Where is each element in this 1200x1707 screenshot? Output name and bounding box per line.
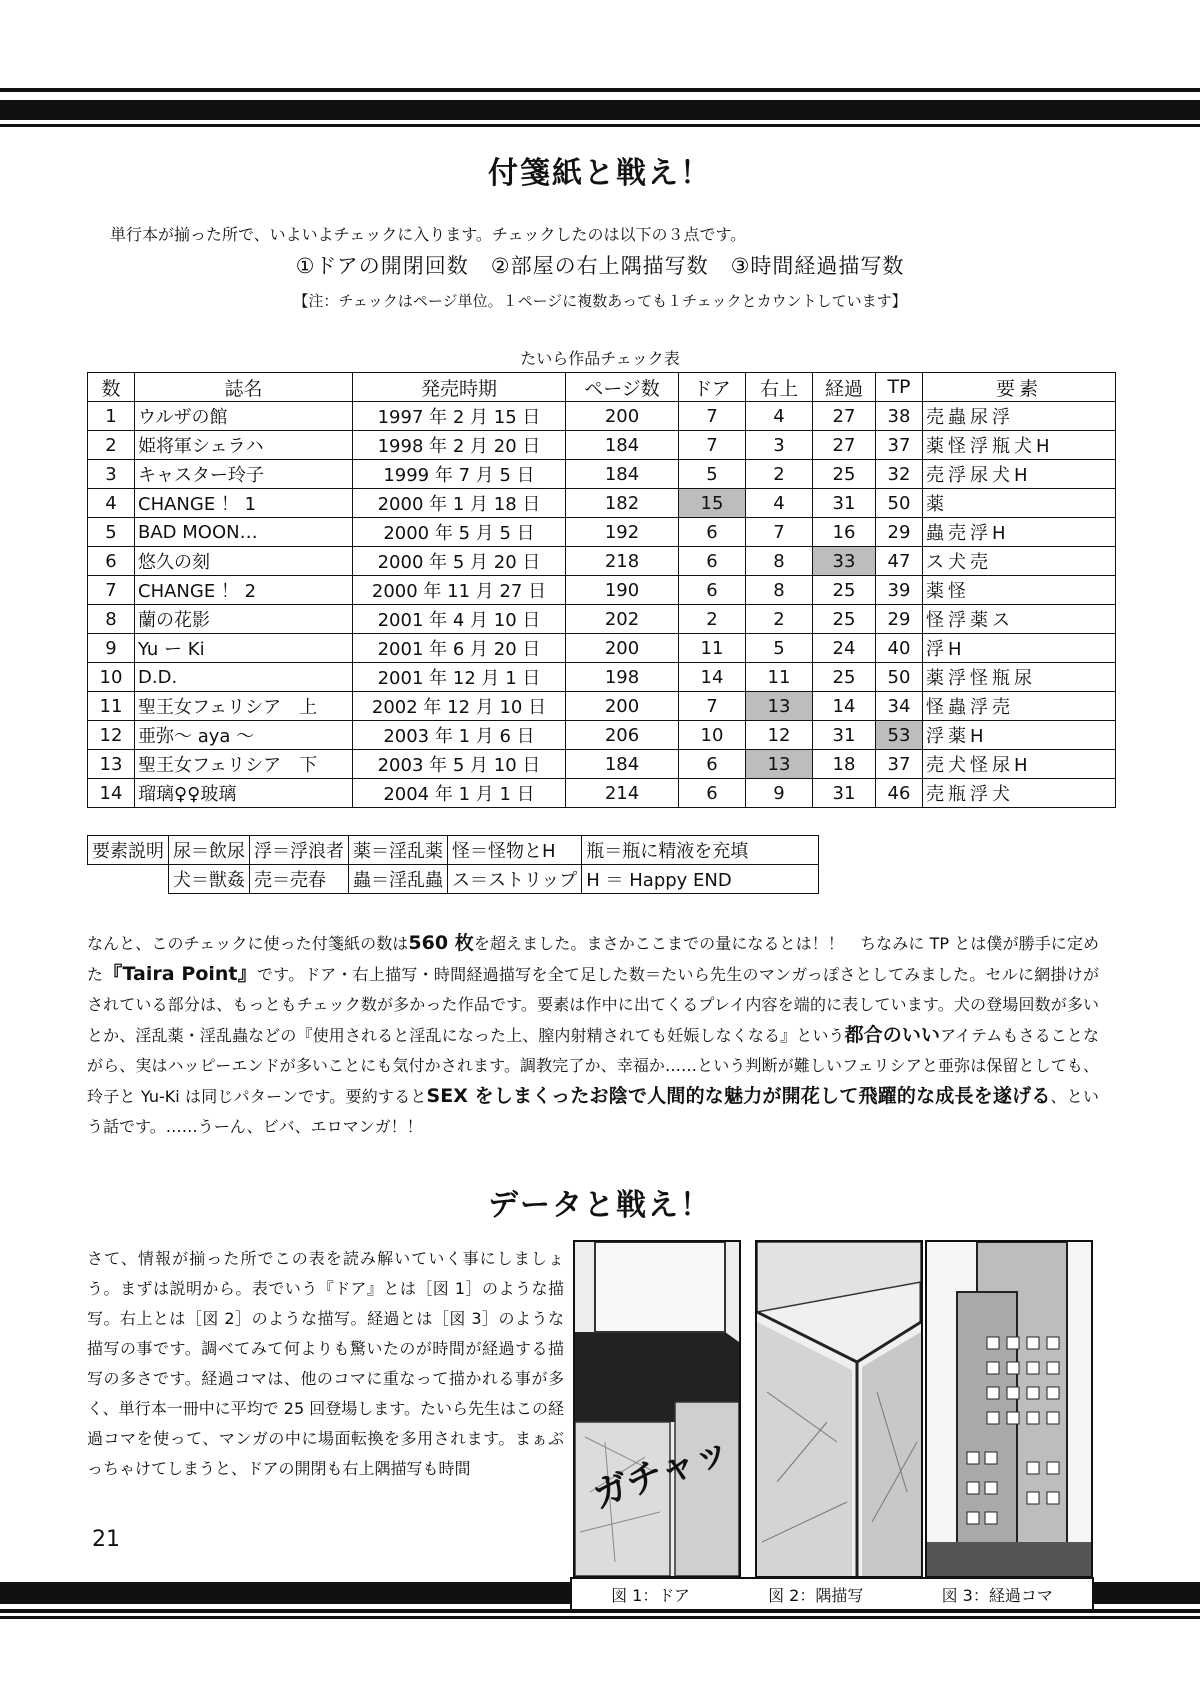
table-cell-elements: 売犬怪尿H — [923, 750, 1116, 779]
legend-row — [88, 865, 819, 894]
table-cell-pages: 184 — [566, 431, 679, 460]
table-cell-pages: 218 — [566, 547, 679, 576]
section1-heading: 付箋紙と戦え！ — [488, 156, 712, 191]
table-cell-no: 6 — [88, 547, 135, 576]
table-cell-no: 11 — [88, 692, 135, 721]
table-cell-date: 2001 年 6 月 20 日 — [353, 634, 566, 663]
table-row — [88, 605, 1116, 634]
corner-illustration — [757, 1242, 921, 1576]
table-cell-elements: 怪浮薬ス — [923, 605, 1116, 634]
header-cell: 経過 — [813, 373, 876, 402]
table-cell-tp: 32 — [876, 460, 923, 489]
table-cell-tp: 29 — [876, 518, 923, 547]
figure-caption: 図 1：ドア — [611, 1585, 690, 1605]
table-cell-date: 2000 年 5 月 20 日 — [353, 547, 566, 576]
table-cell-elapsed: 25 — [813, 460, 876, 489]
table-cell-tp: 46 — [876, 779, 923, 808]
table-caption: たいら作品チェック表 — [520, 349, 680, 368]
para-text: なんと、このチェックに使った付箋紙の数は — [87, 934, 409, 953]
table-cell-title: CHANGE ！ 1 — [135, 489, 353, 518]
table-cell-elements: ス犬売 — [923, 547, 1116, 576]
table-cell-title: BAD MOON… — [135, 518, 353, 547]
table-cell-corner: 4 — [746, 402, 813, 431]
table-cell-tp: 47 — [876, 547, 923, 576]
figure-door — [573, 1240, 741, 1578]
table-cell-door: 6 — [679, 576, 746, 605]
table-cell-date: 2001 年 12 月 1 日 — [353, 663, 566, 692]
header-cell: 右上 — [746, 373, 813, 402]
table-cell-elapsed: 27 — [813, 431, 876, 460]
table-cell-elements: 薬 — [923, 489, 1116, 518]
table-cell-no: 10 — [88, 663, 135, 692]
table-row — [88, 518, 1116, 547]
table-cell-no: 5 — [88, 518, 135, 547]
table-cell-title: 悠久の刻 — [135, 547, 353, 576]
table-cell-pages: 182 — [566, 489, 679, 518]
table-cell-pages: 190 — [566, 576, 679, 605]
commentary-paragraph — [87, 928, 1099, 1142]
table-cell-tp: 37 — [876, 750, 923, 779]
table-cell-date: 2002 年 12 月 10 日 — [353, 692, 566, 721]
table-cell-corner: 2 — [746, 605, 813, 634]
table-cell-elements: 浮薬H — [923, 721, 1116, 750]
table-row — [88, 402, 1116, 431]
table-cell-corner: 12 — [746, 721, 813, 750]
table-cell-door: 2 — [679, 605, 746, 634]
legend-label: 要素説明 — [88, 836, 169, 865]
table-cell-no: 2 — [88, 431, 135, 460]
table-cell-elements: 薬怪 — [923, 576, 1116, 605]
para-emphasis: 『Taira Point』 — [103, 963, 257, 985]
table-cell-no: 13 — [88, 750, 135, 779]
door-illustration — [575, 1242, 739, 1576]
building-illustration — [927, 1242, 1091, 1576]
table-cell-title: 瑠璃♀♀玻璃 — [135, 779, 353, 808]
table-cell-elements: 蟲売浮H — [923, 518, 1116, 547]
table-cell-corner: 4 — [746, 489, 813, 518]
table-cell-title: Yu ー Ki — [135, 634, 353, 663]
legend-item: 蟲＝淫乱蟲 — [349, 865, 448, 894]
table-cell-pages: 200 — [566, 692, 679, 721]
table-cell-corner: 13 — [746, 692, 813, 721]
top-band — [0, 100, 1200, 120]
table-cell-tp: 40 — [876, 634, 923, 663]
check-points: ①ドアの開閉回数 ②部屋の右上隅描写数 ③時間経過描写数 — [295, 254, 905, 278]
table-row — [88, 489, 1116, 518]
para-emphasis: 560 枚 — [408, 932, 474, 954]
table-cell-pages: 200 — [566, 634, 679, 663]
table-cell-pages: 198 — [566, 663, 679, 692]
legend-item: ス＝ストリップ — [448, 865, 582, 894]
table-cell-date: 2001 年 4 月 10 日 — [353, 605, 566, 634]
table-cell-title: 聖王女フェリシア 下 — [135, 750, 353, 779]
table-cell-elapsed: 33 — [813, 547, 876, 576]
table-cell-elements: 怪蟲浮売 — [923, 692, 1116, 721]
table-row — [88, 460, 1116, 489]
header-cell: 要素 — [923, 373, 1116, 402]
legend-row — [88, 836, 819, 865]
table-cell-corner: 2 — [746, 460, 813, 489]
legend-item: 尿＝飲尿 — [169, 836, 250, 865]
table-cell-elapsed: 25 — [813, 576, 876, 605]
table-cell-elapsed: 31 — [813, 489, 876, 518]
table-cell-corner: 8 — [746, 547, 813, 576]
table-cell-no: 1 — [88, 402, 135, 431]
table-cell-corner: 5 — [746, 634, 813, 663]
legend-blank — [88, 865, 169, 894]
legend-item: 犬＝獣姦 — [169, 865, 250, 894]
table-cell-corner: 3 — [746, 431, 813, 460]
table-cell-date: 2000 年 1 月 18 日 — [353, 489, 566, 518]
figure-caption: 図 2：隅描写 — [768, 1585, 864, 1605]
table-cell-elements: 売蟲尿浮 — [923, 402, 1116, 431]
table-cell-date: 2000 年 11 月 27 日 — [353, 576, 566, 605]
table-cell-elapsed: 14 — [813, 692, 876, 721]
table-row — [88, 576, 1116, 605]
para-text: 、という話です。……うーん、ビバ、エロマンガ！！ — [87, 1087, 1099, 1136]
table-cell-no: 4 — [88, 489, 135, 518]
table-cell-title: 亜弥～ aya ～ — [135, 721, 353, 750]
table-cell-door: 15 — [679, 489, 746, 518]
table-cell-title: キャスター玲子 — [135, 460, 353, 489]
sfx-text: ガチャッ — [587, 1429, 736, 1517]
intro-text: 単行本が揃った所で、いよいよチェックに入ります。チェックしたのは以下の３点です。 — [110, 225, 747, 244]
table-cell-elements: 薬怪浮瓶犬H — [923, 431, 1116, 460]
table-cell-pages: 184 — [566, 750, 679, 779]
table-cell-corner: 13 — [746, 750, 813, 779]
table-cell-date: 2003 年 1 月 6 日 — [353, 721, 566, 750]
table-body — [88, 402, 1116, 808]
table-cell-title: 姫将軍シェラハ — [135, 431, 353, 460]
table-cell-door: 7 — [679, 402, 746, 431]
table-cell-door: 14 — [679, 663, 746, 692]
table-cell-corner: 11 — [746, 663, 813, 692]
table-cell-tp: 37 — [876, 431, 923, 460]
table-cell-elapsed: 27 — [813, 402, 876, 431]
table-row — [88, 547, 1116, 576]
table-cell-elapsed: 18 — [813, 750, 876, 779]
table-cell-no: 3 — [88, 460, 135, 489]
bottom-rule-2 — [0, 1616, 1200, 1619]
table-cell-elapsed: 16 — [813, 518, 876, 547]
table-cell-door: 7 — [679, 692, 746, 721]
legend-item: 薬＝淫乱薬 — [349, 836, 448, 865]
table-cell-corner: 7 — [746, 518, 813, 547]
table-cell-elapsed: 25 — [813, 605, 876, 634]
table-cell-date: 2003 年 5 月 10 日 — [353, 750, 566, 779]
table-cell-elements: 売浮尿犬H — [923, 460, 1116, 489]
legend-item: 瓶＝瓶に精液を充填 — [582, 836, 819, 865]
table-row — [88, 721, 1116, 750]
para-emphasis: SEX をしまくったお陰で人間的な魅力が開花して飛躍的な成長を遂げる — [426, 1085, 1051, 1107]
figure-elapsed — [925, 1240, 1093, 1578]
table-cell-pages: 200 — [566, 402, 679, 431]
figure-corner — [755, 1240, 923, 1578]
table-cell-no: 8 — [88, 605, 135, 634]
header-cell: 誌名 — [135, 373, 353, 402]
table-cell-tp: 29 — [876, 605, 923, 634]
table-cell-door: 11 — [679, 634, 746, 663]
table-cell-elapsed: 24 — [813, 634, 876, 663]
table-cell-no: 9 — [88, 634, 135, 663]
table-row — [88, 750, 1116, 779]
table-cell-corner: 8 — [746, 576, 813, 605]
table-cell-title: D.D. — [135, 663, 353, 692]
table-cell-date: 1999 年 7 月 5 日 — [353, 460, 566, 489]
figure-captions — [570, 1577, 1094, 1611]
table-cell-pages: 192 — [566, 518, 679, 547]
table-cell-title: ウルザの館 — [135, 402, 353, 431]
table-header-row — [88, 373, 1116, 402]
table-row — [88, 431, 1116, 460]
table-cell-elapsed: 31 — [813, 779, 876, 808]
page-number: 21 — [92, 1527, 120, 1552]
table-cell-no: 7 — [88, 576, 135, 605]
table-cell-tp: 53 — [876, 721, 923, 750]
legend-item: 怪＝怪物とH — [448, 836, 582, 865]
legend-item: H ＝ Happy END — [582, 865, 819, 894]
check-table — [87, 372, 1116, 808]
header-cell: ドア — [679, 373, 746, 402]
table-row — [88, 692, 1116, 721]
header-cell: ページ数 — [566, 373, 679, 402]
table-cell-door: 7 — [679, 431, 746, 460]
section2-heading: データと戦え！ — [488, 1188, 712, 1223]
table-cell-tp: 50 — [876, 663, 923, 692]
figure-caption: 図 3：経過コマ — [941, 1585, 1053, 1605]
para-text: を超えました。まさかここまでの量になるとは！！ ちなみに TP とは僕が勝手に定めた — [87, 934, 1099, 984]
table-cell-corner: 9 — [746, 779, 813, 808]
header-cell: 数 — [88, 373, 135, 402]
table-cell-door: 6 — [679, 779, 746, 808]
table-cell-date: 1997 年 2 月 15 日 — [353, 402, 566, 431]
top-rule-2 — [0, 124, 1200, 127]
table-cell-pages: 206 — [566, 721, 679, 750]
table-row — [88, 663, 1116, 692]
header-cell: 発売時期 — [353, 373, 566, 402]
legend-item: 浮＝浮浪者 — [250, 836, 349, 865]
table-cell-date: 1998 年 2 月 20 日 — [353, 431, 566, 460]
table-cell-pages: 214 — [566, 779, 679, 808]
table-cell-elements: 薬浮怪瓶尿 — [923, 663, 1116, 692]
table-cell-elapsed: 31 — [813, 721, 876, 750]
table-cell-title: 蘭の花影 — [135, 605, 353, 634]
table-cell-title: CHANGE ！ 2 — [135, 576, 353, 605]
section2-body: さて、情報が揃った所でこの表を読み解いていく事にしましょう。まずは説明から。表でいう『ドア』とは［図 1］のような描写。右上とは［図 2］のような描写。経過とは［図 3］のような描写の事です。調べてみて何よりも驚いたのが時間が経過する描写の多さです。経過コマは、他のコマに重なって描かれる事が多く、単行本一冊中に平均で 25 回登場します。たいら先生はこの経過コマを使って、マンガの中に場面転換を多用されます。まぁぶっちゃけてしまうと、ドアの開閉も右上隅描写も時間 — [87, 1249, 564, 1478]
table-cell-tp: 38 — [876, 402, 923, 431]
table-cell-elapsed: 25 — [813, 663, 876, 692]
header-cell: TP — [876, 373, 923, 402]
table-cell-elements: 売瓶浮犬 — [923, 779, 1116, 808]
table-cell-date: 2004 年 1 月 1 日 — [353, 779, 566, 808]
table-cell-door: 6 — [679, 518, 746, 547]
check-note: 【注：チェックはページ単位。１ページに複数あっても１チェックとカウントしています】 — [293, 292, 907, 310]
table-cell-tp: 39 — [876, 576, 923, 605]
table-cell-tp: 34 — [876, 692, 923, 721]
table-cell-elements: 浮H — [923, 634, 1116, 663]
table-cell-door: 6 — [679, 547, 746, 576]
para-text: アイテムもさることながら、実はハッピーエンドが多いことにも気付かされます。調教完了か、幸福か……という判断が難しいフェリシアと亜弥は保留としても、玲子と Yu-Ki は同じパターンです。要約すると — [87, 1026, 1099, 1106]
table-cell-no: 12 — [88, 721, 135, 750]
para-emphasis: 都合のいい — [844, 1024, 941, 1046]
table-cell-door: 5 — [679, 460, 746, 489]
table-cell-door: 6 — [679, 750, 746, 779]
table-cell-door: 10 — [679, 721, 746, 750]
legend-table — [87, 835, 819, 894]
top-rule — [0, 88, 1200, 92]
table-cell-tp: 50 — [876, 489, 923, 518]
table-cell-pages: 184 — [566, 460, 679, 489]
table-cell-date: 2000 年 5 月 5 日 — [353, 518, 566, 547]
para-text: です。ドア・右上描写・時間経過描写を全て足した数＝たいら先生のマンガっぽさとしてみました。セルに網掛けがされている部分は、もっともチェック数が多かった作品です。要素は作中に出てくるプレイ内容を端的に表しています。犬の登場回数が多いとか、淫乱薬・淫乱蟲などの『使用されると淫乱になった上、膣内射精されても妊娠しなくなる』という — [87, 965, 1099, 1045]
legend-item: 売＝売春 — [250, 865, 349, 894]
table-row — [88, 634, 1116, 663]
table-row — [88, 779, 1116, 808]
table-cell-no: 14 — [88, 779, 135, 808]
table-cell-title: 聖王女フェリシア 上 — [135, 692, 353, 721]
table-cell-pages: 202 — [566, 605, 679, 634]
